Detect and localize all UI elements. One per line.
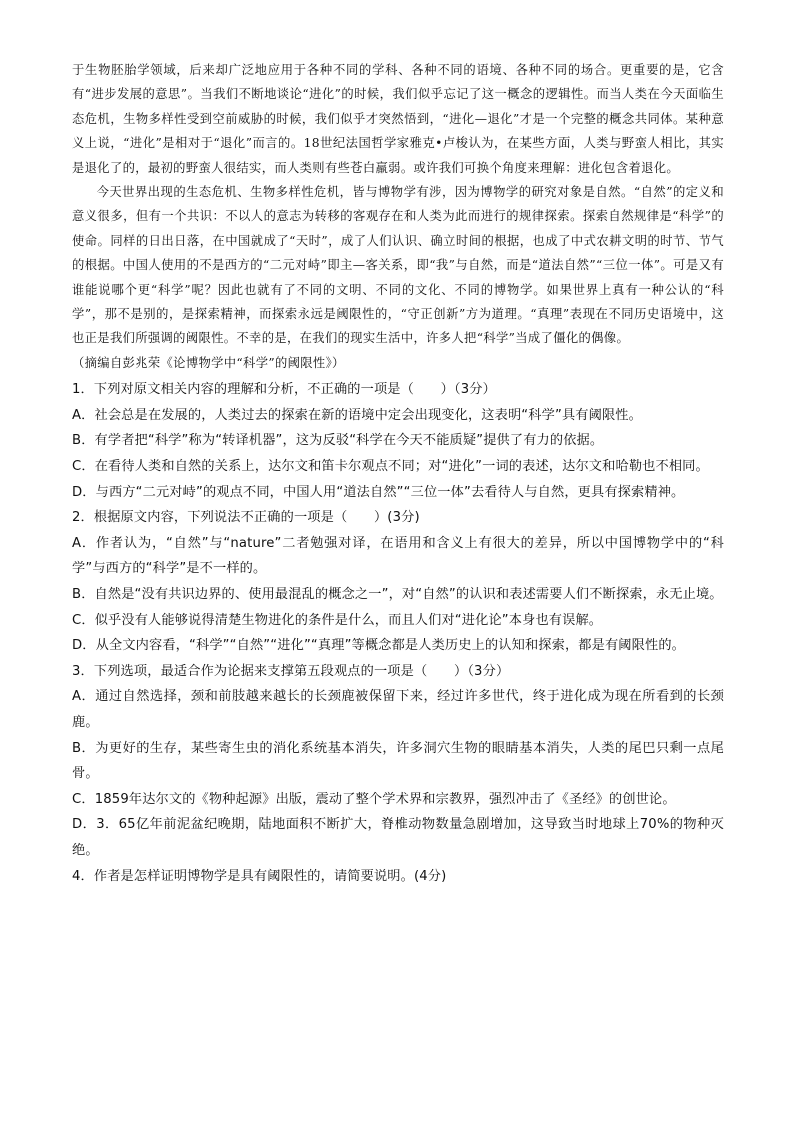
passage-paragraph: 今天世界出现的生态危机、生物多样性危机，皆与博物学有涉，因为博物学的研究对象是自然。“自然”的定义和意义很多，但有一个共识：不以人的意志为转移的客观存在和人类为此而进行的规律探索。探索自然规律是“科学”的使命。同样的日出日落，在中国就成了“天时”，成了人们认识、确立时间的根据，也成了中式农耕文明的时节、节气的根据。中国人使用的不是西方的“二元对峙”即主—客关系，即“我”与自然，而是“道法自然”“三位一体”。可是又有谁能说哪个更“科学”呢？因此也就有了不同的文明、不同的文化、不同的博物学。如果世界上真有一种公认的“科学”，那不是别的，是探索精神，而探索永远是阈限性的，“守正创新”方为道理。“真理”表现在不同历史语境中，这也正是我们所强调的阈限性。不幸的是，在我们的现实生活中，许多人把“科学”当成了僵化的偶像。 [72, 185, 724, 346]
question-stem: 3．下列选项，最适合作为论据来支撑第五段观点的一项是（ ）（3分） [72, 663, 510, 679]
reading-passage [72, 58, 724, 375]
answer-option: C．似乎没有人能够说得清楚生物进化的条件是什么，而且人们对“进化论”本身也有误解。 [72, 612, 603, 628]
answer-option: D．与西方“二元对峙”的观点不同，中国人用“道法自然”“三位一体”去看待人与自然，更具有探索精神。 [72, 484, 685, 500]
question-stem: 2．根据原文内容，下列说法不正确的一项是（ ）(3分) [72, 510, 420, 526]
question-list [72, 377, 724, 889]
answer-option: B．为更好的生存，某些寄生虫的消化系统基本消失，许多洞穴生物的眼睛基本消失，人类的尾巴只剩一点尾骨。 [72, 740, 724, 782]
answer-option: A．作者认为，“自然”与“nature”二者勉强对译，在语用和含义上有很大的差异，所以中国博物学中的“科学”与西方的“科学”是不一样的。 [72, 535, 724, 577]
question-stem: 1．下列对原文相关内容的理解和分析，不正确的一项是（ ）（3分） [72, 382, 496, 398]
answer-option: A．通过自然选择，颈和前肢越来越长的长颈鹿被保留下来，经过许多世代，终于进化成为现在所看到的长颈鹿。 [72, 689, 724, 730]
passage-paragraph: 于生物胚胎学领域，后来却广泛地应用于各种不同的学科、各种不同的语境、各种不同的场合。更重要的是，它含有“进步发展的意思”。当我们不断地谈论“进化”的时候，我们似乎忘记了这一概念的逻辑性。而当人类在今天面临生态危机，生物多样性受到空前威胁的时候，我们似乎才突然悟到，“进化—退化”才是一个完整的概念共同体。某种意义上说，“进化”是相对于“退化”而言的。18世纪法国哲学家雅克•卢梭认为，在某些方面，人类与野蛮人相比，其实是退化了的，最初的野蛮人很结实，而人类则有些苍白羸弱。或许我们可换个角度来理解：进化包含着退化。 [72, 63, 724, 175]
question-stem: 4．作者是怎样证明博物学是具有阈限性的，请简要说明。(4分) [72, 868, 447, 884]
answer-option: D．从全文内容看，“科学”“自然”“进化”“真理”等概念都是人类历史上的认知和探索，都是有阈限性的。 [72, 638, 685, 654]
answer-option: B．有学者把“科学”称为“转译机器”，这为反驳“科学在今天不能质疑”提供了有力的依据。 [72, 433, 604, 449]
answer-option: B．自然是“没有共识边界的、使用最混乱的概念之一”，对“自然”的认识和表述需要人们不断探索，永无止境。 [72, 587, 723, 603]
document-page [72, 58, 724, 889]
passage-source: （摘编自彭兆荣《论博物学中“科学”的阈限性》） [72, 355, 345, 370]
answer-option: A．社会总是在发展的，人类过去的探索在新的语境中定会出现变化，这表明“科学”具有阈限性。 [72, 407, 642, 423]
answer-option: D．3．65亿年前泥盆纪晚期，陆地面积不断扩大，脊椎动物数量急剧增加，这导致当时地球上70%的物种灭绝。 [72, 817, 724, 858]
answer-option: C．1859年达尔文的《物种起源》出版，震动了整个学术界和宗教界，强烈冲击了《圣经》的创世论。 [72, 791, 676, 807]
answer-option: C．在看待人类和自然的关系上，达尔文和笛卡尔观点不同；对“进化”一词的表述，达尔文和哈勒也不相同。 [72, 459, 709, 475]
